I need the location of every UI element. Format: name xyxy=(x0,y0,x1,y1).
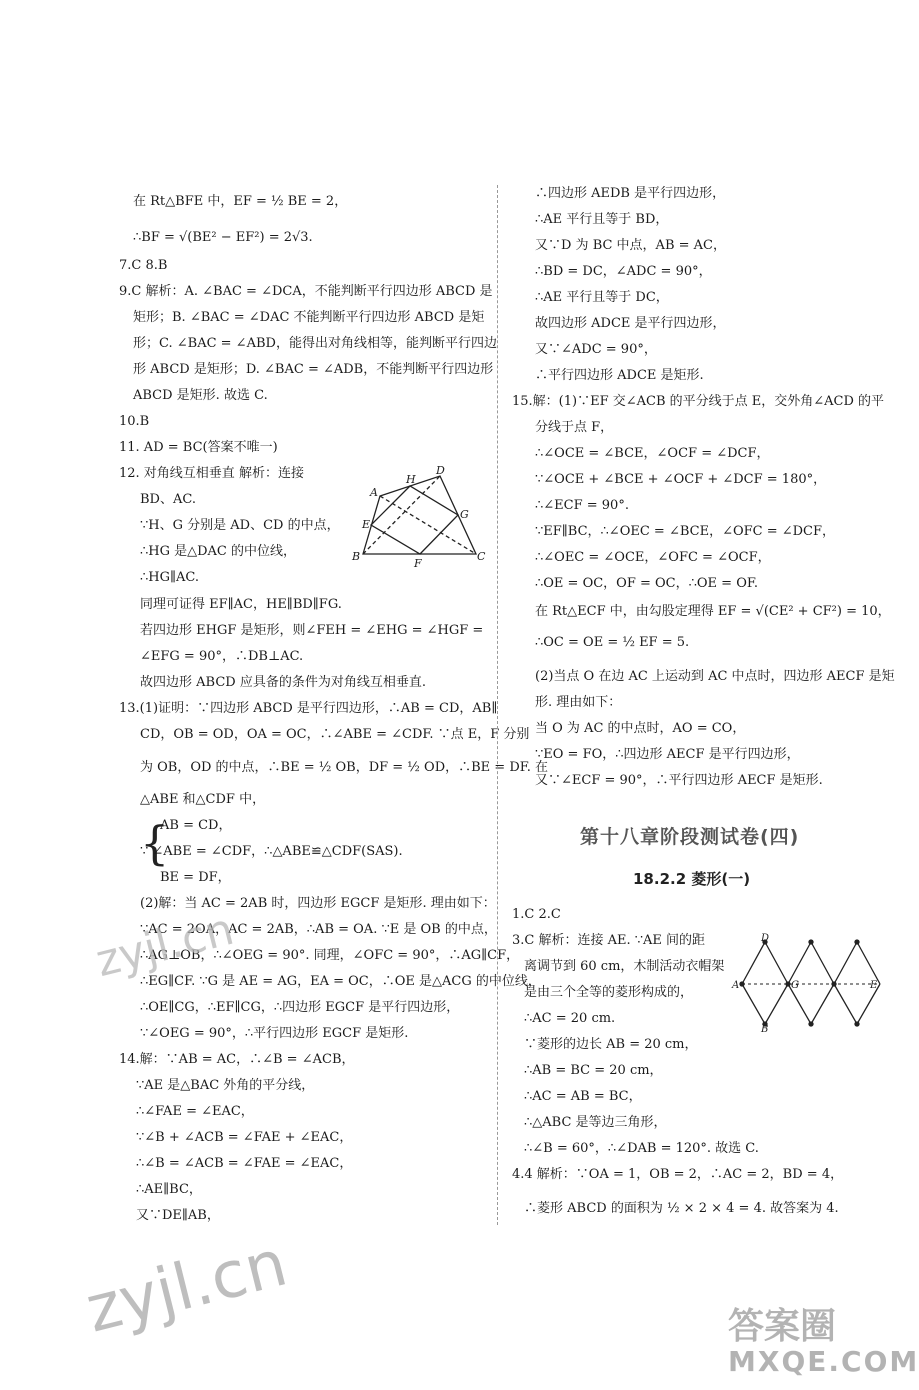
text-line: ∵EF∥BC，∴∠OEC = ∠BCE，∠OFC = ∠DCF， xyxy=(535,524,836,539)
answer-line: 13.(1)证明：∵四边形 ABCD 是平行四边形，∴AB = CD，AB∥ xyxy=(119,701,498,716)
text-line: ∴AE∥BC， xyxy=(136,1182,202,1197)
text-line: 离调节到 60 cm，木制活动衣帽架 xyxy=(524,959,725,974)
answer-line: 15.解：(1)∵EF 交∠ACB 的平分线于点 E，交外角∠ACD 的平 xyxy=(512,394,885,409)
text-line: ∵菱形的边长 AB = 20 cm， xyxy=(524,1037,698,1052)
text-line: ∴平行四边形 ADCE 是矩形. xyxy=(535,368,704,383)
text-line: 形. 理由如下： xyxy=(535,695,622,710)
watermark: zyjl.cn xyxy=(90,903,239,988)
label-b: B xyxy=(761,1024,769,1035)
answer-line: 11. AD = BC(答案不唯一) xyxy=(119,440,278,455)
text-line: 在 Rt△BFE 中，EF = ½ BE = 2， xyxy=(133,194,348,209)
answer-line: 14.解：∵AB = AC，∴∠B = ∠ACB， xyxy=(119,1052,355,1067)
text-line: ∴AC = AB = BC， xyxy=(524,1089,642,1104)
brace-symbol: { xyxy=(140,816,170,870)
text-line: 在 Rt△ECF 中，由勾股定理得 EF = √(CE² + CF²) = 10， xyxy=(535,604,891,619)
text-line: (2)当点 O 在边 AC 上运动到 AC 中点时，四边形 AECF 是矩 xyxy=(535,669,895,684)
text-line: ∴OE∥CG，∴EF∥CG，∴四边形 EGCF 是平行四边形， xyxy=(140,1000,460,1015)
label-d: D xyxy=(761,933,770,944)
rhombus-rack-figure xyxy=(730,932,880,1035)
label-a: A xyxy=(370,486,378,499)
text-line: ∴OC = OE = ½ EF = 5. xyxy=(535,635,690,650)
label-f: F xyxy=(414,557,422,570)
label-h: H xyxy=(406,473,416,486)
text-line: 又∵∠ECF = 90°，∴平行四边形 AECF 是矩形. xyxy=(535,773,823,788)
answer-line: 3.C 解析：连接 AE. ∵AE 间的距 xyxy=(512,933,706,948)
text-line: 若四边形 EHGF 是矩形，则∠FEH = ∠EHG = ∠HGF = xyxy=(140,623,484,638)
inner-rectangle xyxy=(371,486,458,554)
text-line: ∴∠B = 60°，∴∠DAB = 120°. 故选 C. xyxy=(524,1141,759,1156)
text-line: BE = DF， xyxy=(160,870,231,885)
text-line: 故四边形 ABCD 应具备的条件为对角线互相垂直. xyxy=(140,675,426,690)
text-line: ∴AG⊥OB，∴∠OEG = 90°. 同理，∠OFC = 90°，∴AG∥CF， xyxy=(140,948,520,963)
text-line: ∴∠OEC = ∠OCE，∠OFC = ∠OCF， xyxy=(535,550,771,565)
text-line: CD，OB = OD，OA = OC，∴∠ABE = ∠CDF. ∵点 E，F 分别 xyxy=(140,727,530,742)
text-line: 形 ABCD 是矩形；D. ∠BAC = ∠ADB，不能判断平行四边形 xyxy=(133,362,494,377)
text-line: ∵EO = FO，∴四边形 AECF 是平行四边形， xyxy=(535,747,800,762)
section-title: 18.2.2 菱形(一) xyxy=(633,870,751,888)
answer-line: 4.4 解析：∵OA = 1，OB = 2，∴AC = 2，BD = 4， xyxy=(512,1167,844,1182)
text-line: ∴BF = √(BE² − EF²) = 2√3. xyxy=(133,230,313,245)
answer-line: 7.C 8.B xyxy=(119,258,168,273)
watermark-logo: 答案圈 xyxy=(728,1306,837,1347)
text-line: ∠EFG = 90°，∴DB⊥AC. xyxy=(140,649,304,664)
text-line: ∴菱形 ABCD 的面积为 ½ × 2 × 4 = 4. 故答案为 4. xyxy=(524,1201,839,1216)
label-a: A xyxy=(732,980,740,991)
answer-line: 10.B xyxy=(119,414,150,429)
text-line: 分线于点 F， xyxy=(535,420,614,435)
text-line: 故四边形 ADCE 是平行四边形， xyxy=(535,316,726,331)
text-line: BD、AC. xyxy=(140,492,196,507)
chapter-title: 第十八章阶段测试卷(四) xyxy=(580,826,800,848)
label-e: E xyxy=(870,980,878,991)
text-line: ∵H、G 分别是 AD、CD 的中点， xyxy=(140,518,340,533)
text-line: 当 O 为 AC 的中点时，AO = CO， xyxy=(535,721,746,736)
text-line: 是由三个全等的菱形构成的， xyxy=(524,985,694,1000)
label-c: C xyxy=(477,550,486,563)
text-line: 形；C. ∠BAC = ∠ABD，能得出对角线相等，能判断平行四边 xyxy=(133,336,497,351)
text-line: ∴HG∥AC. xyxy=(140,570,200,585)
text-line: ABCD 是矩形. 故选 C. xyxy=(133,388,268,403)
text-line: 为 OB，OD 的中点，∴BE = ½ OB，DF = ½ OD，∴BE = DF. 在 xyxy=(140,760,548,775)
text-line: AB = CD， xyxy=(160,818,232,833)
watermark: zyjl.cn xyxy=(79,1226,295,1348)
text-line: ∵AC = 2OA，AC = 2AB，∴AB = OA. ∵E 是 OB 的中点， xyxy=(140,922,497,937)
text-line: ∵∠OEG = 90°，∴平行四边形 EGCF 是矩形. xyxy=(140,1026,409,1041)
watermark-url: MXQE.COM xyxy=(728,1345,919,1378)
text-line: 又∵DE∥AB， xyxy=(136,1208,220,1223)
answer-line: 9.C 解析：A. ∠BAC = ∠DCA，不能判断平行四边形 ABCD 是 xyxy=(119,284,493,299)
label-b: B xyxy=(352,550,361,563)
text-line: ∴BD = DC，∠ADC = 90°， xyxy=(535,264,712,279)
answer-line: 1.C 2.C xyxy=(512,907,561,922)
column-divider xyxy=(497,185,498,1225)
label-e: E xyxy=(362,518,371,531)
text-line: ∴∠FAE = ∠EAC， xyxy=(136,1104,254,1119)
text-line: ∵∠B + ∠ACB = ∠FAE + ∠EAC， xyxy=(136,1130,353,1145)
text-line: 又∵D 为 BC 中点，AB = AC， xyxy=(535,238,726,253)
text-line: △ABE 和△CDF 中， xyxy=(140,792,266,807)
text-line: ∴AE 平行且等于 DC， xyxy=(535,290,669,305)
quadrilateral-figure xyxy=(348,462,488,572)
label-g: G xyxy=(791,980,799,991)
text-line: ∴AB = BC = 20 cm， xyxy=(524,1063,663,1078)
text-line: ∴∠OCE = ∠BCE，∠OCF = ∠DCF， xyxy=(535,446,770,461)
text-line: ∴∠B = ∠ACB = ∠FAE = ∠EAC， xyxy=(136,1156,353,1171)
text-line: ∴AE 平行且等于 BD， xyxy=(535,212,669,227)
text-line: ∵∠OCE + ∠BCE + ∠OCF + ∠DCF = 180°， xyxy=(535,472,827,487)
text-line: 同理可证得 EF∥AC，HE∥BD∥FG. xyxy=(140,597,342,612)
text-line: ∴∠ECF = 90°. xyxy=(535,498,629,513)
text-line: ∴HG 是△DAC 的中位线， xyxy=(140,544,297,559)
text-line: ∵ ∠ABE = ∠CDF，∴△ABE≌△CDF(SAS). xyxy=(140,844,403,859)
text-line: ∴EG∥CF. ∵G 是 AE = AG，EA = OC，∴OE 是△ACG 的中位线， xyxy=(140,974,541,989)
text-line: ∵AE 是△BAC 外角的平分线， xyxy=(136,1078,315,1093)
text-line: 又∵∠ADC = 90°， xyxy=(535,342,657,357)
text-line: (2)解：当 AC = 2AB 时，四边形 EGCF 是矩形. 理由如下： xyxy=(140,896,496,911)
label-g: G xyxy=(460,508,469,521)
text-line: ∴△ABC 是等边三角形， xyxy=(524,1115,667,1130)
text-line: ∴OE = OC，OF = OC，∴OE = OF. xyxy=(535,576,758,591)
text-line: ∴AC = 20 cm. xyxy=(524,1011,616,1026)
label-d: D xyxy=(436,464,445,477)
answer-line: 12. 对角线互相垂直 解析：连接 xyxy=(119,466,304,481)
text-line: 矩形；B. ∠BAC = ∠DAC 不能判断平行四边形 ABCD 是矩 xyxy=(133,310,485,325)
text-line: ∴四边形 AEDB 是平行四边形， xyxy=(535,186,726,201)
